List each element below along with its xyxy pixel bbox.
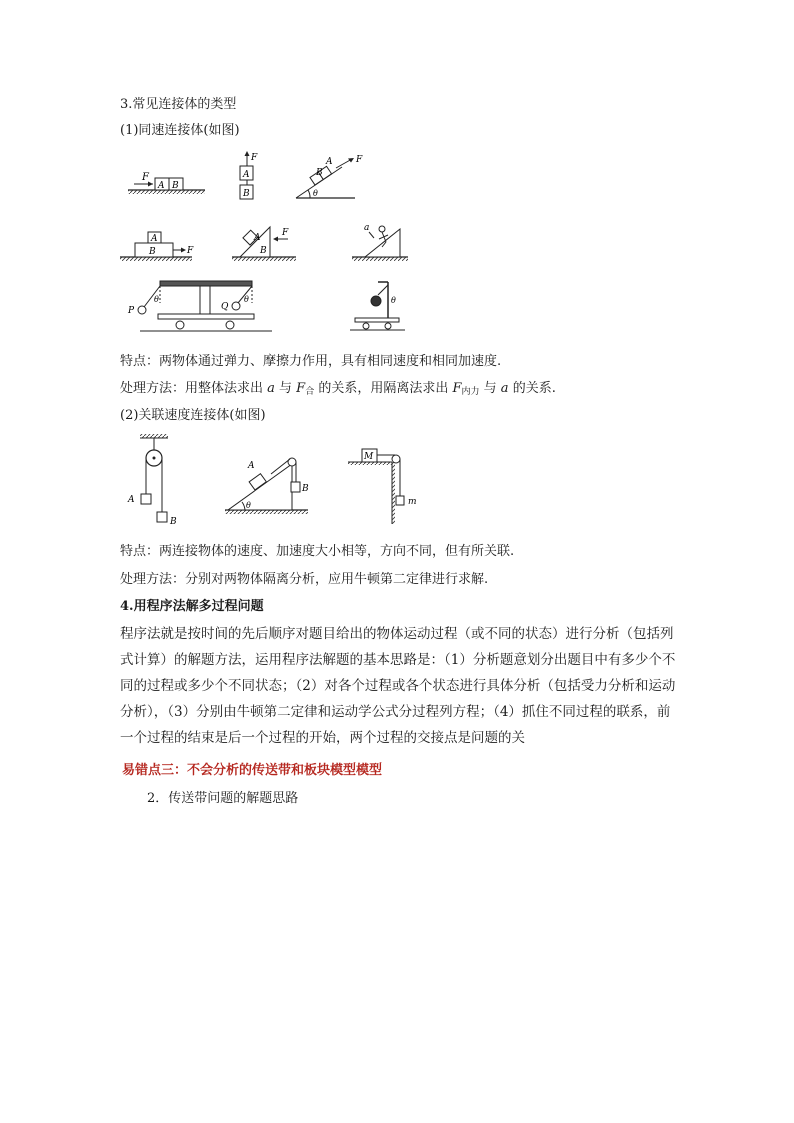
svg-text:θ: θ	[246, 501, 251, 510]
svg-text:θ: θ	[244, 295, 249, 304]
svg-text:B: B	[243, 189, 250, 199]
fig-incline-pulley	[225, 458, 309, 514]
error-point-heading: 易错点三：不会分析的传送带和板块模型模型	[122, 763, 383, 778]
sub1-title: (1)同速连接体(如图)	[120, 123, 240, 138]
fig-push-blocks	[128, 172, 205, 194]
label-A: A	[158, 181, 165, 191]
fig-pulley-hanging	[127, 434, 177, 527]
fig-table-pulley	[348, 449, 417, 524]
svg-text:F: F	[187, 246, 194, 256]
svg-text:P: P	[128, 306, 135, 316]
label-B: B	[172, 181, 179, 191]
svg-text:A: A	[248, 461, 255, 471]
svg-text:a: a	[364, 223, 370, 233]
related-velocity-figures	[120, 432, 430, 532]
fig-person-incline	[352, 223, 408, 261]
fig-stacked-blocks	[120, 232, 194, 261]
svg-text:A: A	[243, 170, 250, 180]
fig-vertical-blocks	[240, 151, 258, 199]
sub1-feature: 特点：两物体通过弹力、摩擦力作用，具有相同速度和相同加速度.	[120, 354, 502, 369]
svg-text:Q: Q	[221, 302, 229, 312]
fig-cart-pendulum	[350, 282, 405, 330]
sub2-method: 处理方法：分别对两物体隔离分析，应用牛顿第二定律进行求解.	[120, 572, 489, 587]
sub2-title: (2)关联速度连接体(如图)	[120, 408, 266, 423]
svg-text:A: A	[254, 233, 261, 243]
label-F: F	[142, 172, 149, 183]
svg-text:B: B	[260, 246, 267, 256]
svg-text:F: F	[282, 228, 289, 238]
svg-text:m: m	[408, 497, 417, 507]
fig-cart-pendulums	[127, 281, 272, 331]
svg-text:A: A	[326, 157, 333, 167]
svg-text:B: B	[302, 484, 309, 494]
svg-text:B: B	[149, 247, 156, 257]
sub1-method: 处理方法：用整体法求出 a 与 $F_合$ 的关系，用隔离法求出 $F_{内力}$ 与 a 的关系.	[120, 381, 556, 397]
svg-text:B: B	[170, 517, 177, 527]
svg-text:F: F	[251, 153, 258, 163]
fig-incline-blocks	[296, 155, 363, 198]
svg-text:θ: θ	[313, 189, 318, 198]
svg-text:B: B	[316, 168, 323, 178]
section3-title: 3.常见连接体的类型	[120, 97, 237, 112]
same-velocity-figures	[110, 145, 430, 345]
svg-text:A: A	[151, 234, 158, 244]
svg-text:θ: θ	[391, 296, 396, 305]
svg-text:θ: θ	[154, 295, 159, 304]
fig-wedge-block	[232, 227, 296, 261]
svg-text:M: M	[364, 452, 374, 462]
svg-text:A: A	[128, 495, 135, 505]
svg-text:F: F	[356, 155, 363, 165]
section4-title: 4.用程序法解多过程问题	[120, 599, 264, 614]
section4-body: 程序法就是按时间的先后顺序对题目给出的物体运动过程（或不同的状态）进行分析（包括列式计算）的解题方法，运用程序法解题的基本思路是：（1）分析题意划分出题目中有多少个不同的过程或多少个不同状态；（2）对各个过程或各个状态进行具体分析（包括受力分析和运动分析），（3）分别由牛顿第二定律和运动学公式分过程列方程；（4）抓住不同过程的联系，前一个过程的结束是后一个过程的开始，两个过程的交接点是问题的关	[120, 626, 676, 746]
sub2-feature: 特点：两连接物体的速度、加速度大小相等，方向不同，但有所关联.	[120, 544, 515, 559]
item-2-heading: 2．传送带问题的解题思路	[147, 791, 299, 806]
